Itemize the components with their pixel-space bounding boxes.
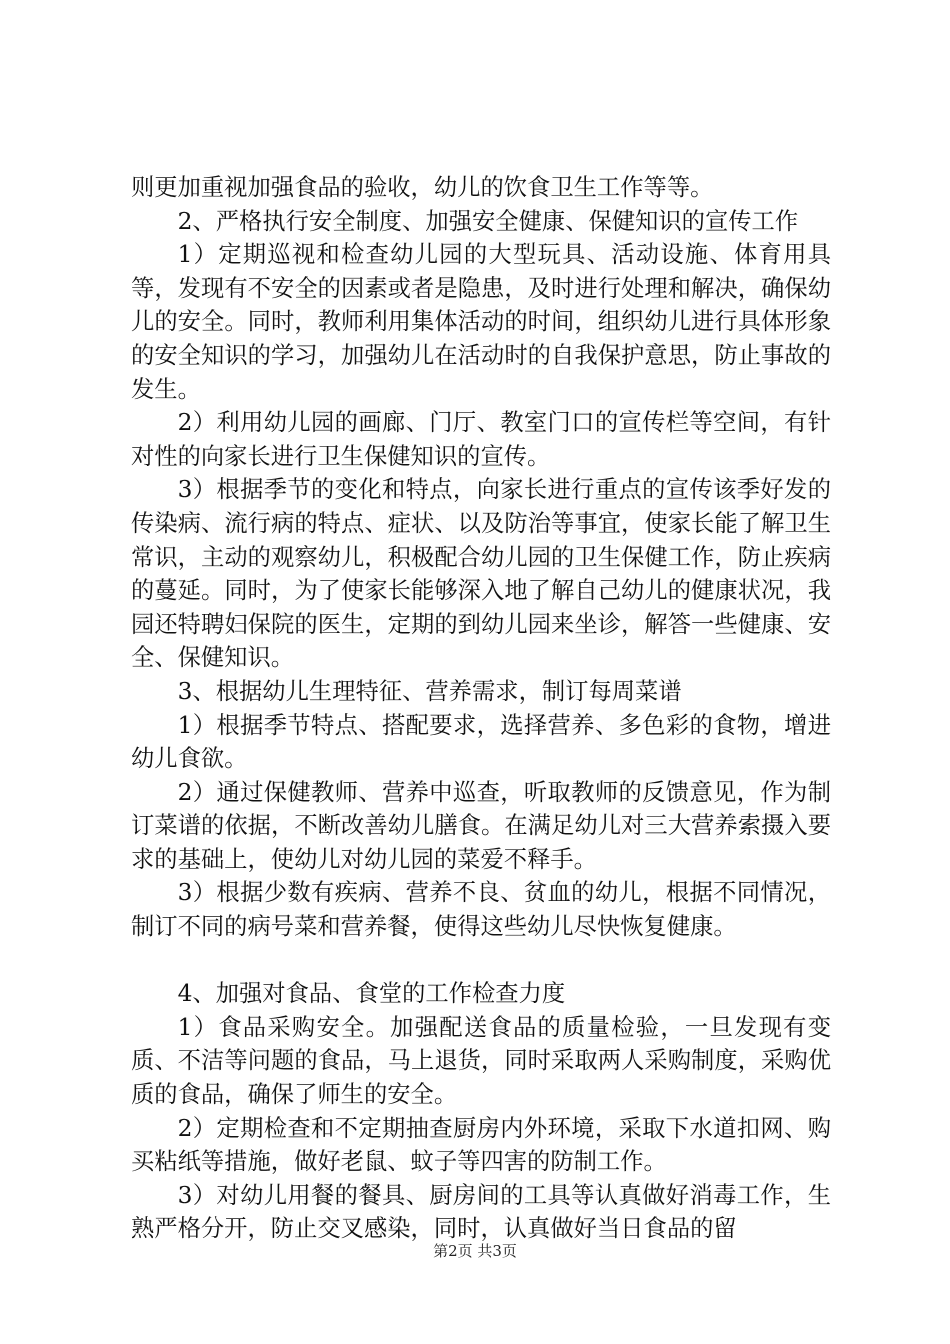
paragraph-2-1: 1）定期巡视和检查幼儿园的大型玩具、活动设施、体育用具等，发现有不安全的因素或者是隐患，及时进行处理和解决，确保幼儿的安全。同时，教师利用集体活动的时间，组织幼儿进行具体形象的安全知识的学习，加强幼儿在活动时的自我保护意思，防止事故的发生。 (131, 241, 831, 403)
paragraph-2-2: 2）利用幼儿园的画廊、门厅、教室门口的宣传栏等空间，有针对性的向家长进行卫生保健知识的宣传。 (131, 409, 831, 470)
paragraph-4-3: 3）对幼儿用餐的餐具、厨房间的工具等认真做好消毒工作，生熟严格分开，防止交叉感染，同时，认真做好当日食品的留 (131, 1181, 831, 1243)
paragraph-2-3: 3）根据季节的变化和特点，向家长进行重点的宣传该季好发的传染病、流行病的特点、症状、以及防治等事宜，使家长能了解卫生常识，主动的观察幼儿，积极配合幼儿园的卫生保健工作，防止疾病的蔓延。同时，为了使家长能够深入地了解自己幼儿的健康状况，我园还特聘妇保院的医生，定期的到幼儿园来坐诊，解答一些健康、安全、保健知识。 (131, 476, 831, 672)
paragraph-spacer (131, 944, 831, 978)
document-body (131, 171, 831, 1246)
paragraph-4-2: 2）定期检查和不定期抽查厨房内外环境，采取下水道扣网、购买粘纸等措施，做好老鼠、蚊子等四害的防制工作。 (131, 1114, 831, 1176)
section-heading-2: 2、严格执行安全制度、加强安全健康、保健知识的宣传工作 (177, 207, 799, 235)
paragraph-3-2: 2）通过保健教师、营养中巡查，听取教师的反馈意见，作为制订菜谱的依据，不断改善幼儿膳食。在满足幼儿对三大营养索摄入要求的基础上，使幼儿对幼儿园的菜爱不释手。 (131, 778, 831, 873)
paragraph-4-1: 1）食品采购安全。加强配送食品的质量检验，一旦发现有变质、不洁等问题的食品，马上退货，同时采取两人采购制度，采购优质的食品，确保了师生的安全。 (131, 1013, 831, 1109)
paragraph-3-1: 1）根据季节特点、搭配要求，选择营养、多色彩的食物，增进幼儿食欲。 (131, 711, 831, 773)
paragraph-continuation: 则更加重视加强食品的验收，幼儿的饮食卫生工作等等。 (131, 174, 714, 201)
paragraph-3-3: 3）根据少数有疾病、营养不良、贫血的幼儿，根据不同情况，制订不同的病号菜和营养餐，使得这些幼儿尽快恢复健康。 (131, 879, 831, 941)
page-number-footer: 第2页 共3页 (433, 1242, 517, 1260)
section-heading-4: 4、加强对食品、食堂的工作检查力度 (177, 980, 566, 1008)
section-heading-3: 3、根据幼儿生理特征、营养需求，制订每周菜谱 (177, 677, 682, 705)
